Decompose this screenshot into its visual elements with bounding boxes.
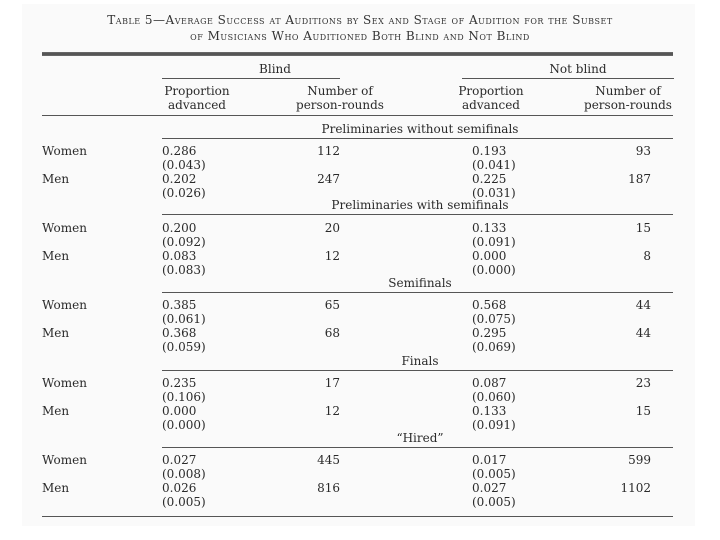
blind-proportion: [162, 172, 206, 200]
not-blind-count: 44: [635, 326, 651, 340]
std-error: (0.000): [472, 263, 516, 277]
std-error: (0.031): [472, 186, 516, 200]
panel-title: Semifinals: [388, 276, 452, 290]
row-label: Women: [42, 221, 87, 235]
blind-group-header: Blind: [259, 62, 291, 76]
blind-proportion: [162, 376, 206, 404]
value: 0.385: [162, 298, 197, 312]
panel-rule: [162, 370, 673, 371]
blind-proportion: [162, 144, 206, 172]
std-error: (0.075): [472, 312, 516, 326]
value: 0.087: [472, 376, 507, 390]
value: 0.225: [472, 172, 507, 186]
not-blind-group-header: Not blind: [549, 62, 607, 76]
std-error: (0.005): [472, 495, 516, 509]
blind-proportion: [162, 326, 206, 354]
not-blind-count: 599: [628, 453, 651, 467]
header-text: advanced: [167, 98, 226, 112]
row-label: Men: [42, 404, 70, 418]
not-blind-proportion: [472, 481, 516, 509]
value: 0.200: [162, 221, 197, 235]
panel-rule: [162, 292, 673, 293]
header-text: Proportion: [458, 84, 524, 98]
not-blind-count: 8: [643, 249, 651, 263]
not-blind-header-rule: [462, 78, 674, 79]
blind-count: 12: [324, 404, 340, 418]
not-blind-proportion: [472, 298, 516, 326]
blind-proportion: [162, 249, 206, 277]
blind-count: 445: [317, 453, 340, 467]
blind-proportion: [162, 481, 206, 509]
blind-count: 247: [317, 172, 340, 186]
std-error: (0.092): [162, 235, 206, 249]
value: 0.017: [472, 453, 507, 467]
value: 0.000: [162, 404, 197, 418]
panel-title: “Hired”: [396, 431, 444, 445]
value: 0.193: [472, 144, 507, 158]
std-error: (0.061): [162, 312, 206, 326]
header-text: person-rounds: [584, 98, 672, 112]
blind-count: 17: [324, 376, 340, 390]
blind-proportion: [162, 453, 206, 481]
not-blind-proportion: [472, 376, 516, 404]
not-blind-number-header: [578, 84, 678, 112]
value: 0.026: [162, 481, 197, 495]
panel-title: Preliminaries without semifinals: [321, 122, 519, 136]
not-blind-proportion: [472, 453, 516, 481]
std-error: (0.043): [162, 158, 206, 172]
header-text: advanced: [461, 98, 520, 112]
std-error: (0.060): [472, 390, 516, 404]
panel-rule: [162, 214, 673, 215]
value: 0.295: [472, 326, 507, 340]
std-error: (0.041): [472, 158, 516, 172]
row-label: Women: [42, 453, 87, 467]
row-label: Men: [42, 249, 70, 263]
std-error: (0.000): [162, 418, 206, 432]
row-label: Men: [42, 481, 70, 495]
row-label: Women: [42, 376, 87, 390]
blind-count: 12: [324, 249, 340, 263]
not-blind-proportion: [472, 144, 516, 172]
not-blind-count: 1102: [620, 481, 651, 495]
not-blind-proportion: [472, 172, 516, 200]
value: 0.027: [162, 453, 197, 467]
panel-rule: [162, 447, 673, 448]
std-error: (0.026): [162, 186, 206, 200]
std-error: (0.005): [472, 467, 516, 481]
not-blind-count: 93: [635, 144, 651, 158]
blind-proportion-header: [152, 84, 242, 112]
std-error: (0.008): [162, 467, 206, 481]
row-label: Women: [42, 298, 87, 312]
not-blind-count: 15: [635, 221, 651, 235]
blind-count: 65: [324, 298, 340, 312]
std-error: (0.091): [472, 418, 516, 432]
not-blind-count: 44: [635, 298, 651, 312]
value: 0.133: [472, 221, 507, 235]
blind-number-header: [290, 84, 390, 112]
not-blind-proportion: [472, 326, 516, 354]
row-label: Men: [42, 172, 70, 186]
std-error: (0.106): [162, 390, 206, 404]
value: 0.286: [162, 144, 197, 158]
value: 0.235: [162, 376, 197, 390]
not-blind-count: 187: [628, 172, 651, 186]
value: 0.027: [472, 481, 507, 495]
header-bottom-rule: [42, 115, 673, 116]
panel-rule: [162, 138, 673, 139]
std-error: (0.005): [162, 495, 206, 509]
std-error: (0.083): [162, 263, 206, 277]
blind-proportion: [162, 404, 206, 432]
blind-proportion: [162, 298, 206, 326]
std-error: (0.069): [472, 340, 516, 354]
blind-count: 68: [324, 326, 340, 340]
blind-count: 112: [317, 144, 340, 158]
std-error: (0.091): [472, 235, 516, 249]
blind-count: 816: [317, 481, 340, 495]
table-title-line-1: Table 5—Average Success at Auditions by Sex and Stage of Audition for the Subset: [107, 13, 613, 27]
bottom-rule: [42, 516, 673, 517]
not-blind-proportion: [472, 249, 516, 277]
panel-title: Finals: [401, 354, 439, 368]
blind-proportion: [162, 221, 206, 249]
not-blind-count: 15: [635, 404, 651, 418]
value: 0.133: [472, 404, 507, 418]
not-blind-proportion: [472, 221, 516, 249]
not-blind-count: 23: [635, 376, 651, 390]
header-text: Proportion: [164, 84, 230, 98]
value: 0.202: [162, 172, 197, 186]
header-text: Number of: [307, 84, 373, 98]
value: 0.000: [472, 249, 507, 263]
panel-title: Preliminaries with semifinals: [331, 198, 509, 212]
not-blind-proportion: [472, 404, 516, 432]
row-label: Women: [42, 144, 87, 158]
value: 0.368: [162, 326, 197, 340]
table-title-line-2: of Musicians Who Auditioned Both Blind and Not Blind: [190, 29, 530, 43]
header-text: person-rounds: [296, 98, 384, 112]
value: 0.083: [162, 249, 197, 263]
header-text: Number of: [595, 84, 661, 98]
row-label: Men: [42, 326, 70, 340]
blind-header-rule: [162, 78, 340, 79]
top-double-rule: [42, 52, 673, 56]
blind-count: 20: [324, 221, 340, 235]
not-blind-proportion-header: [446, 84, 536, 112]
value: 0.568: [472, 298, 507, 312]
std-error: (0.059): [162, 340, 206, 354]
